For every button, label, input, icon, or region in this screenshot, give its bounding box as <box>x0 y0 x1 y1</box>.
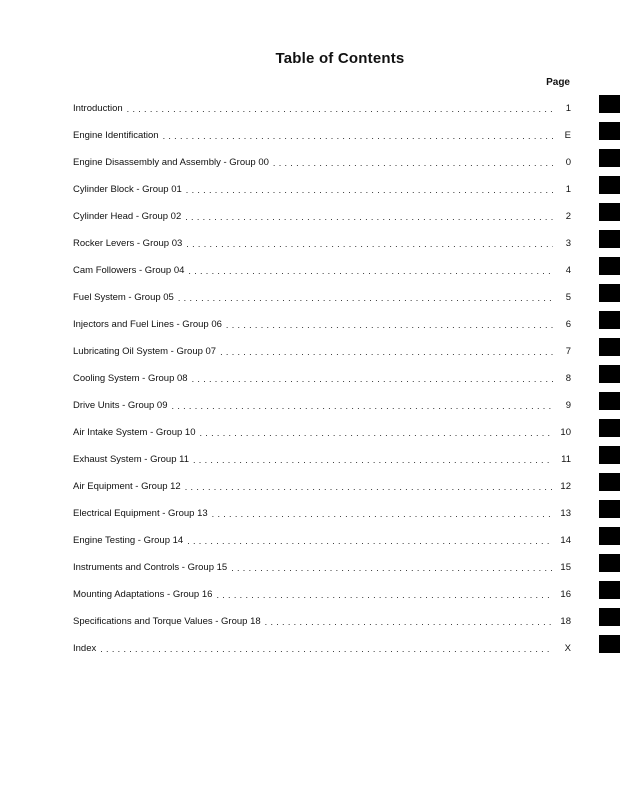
toc-entry-page: 1 <box>565 184 571 195</box>
toc-entry-page: 9 <box>565 400 571 411</box>
dot-leader <box>200 427 554 439</box>
section-thumb-tab <box>599 419 620 437</box>
toc-entry-label: Cylinder Block - Group 01 <box>73 184 182 195</box>
toc-entry[interactable] <box>73 230 571 257</box>
toc-entry-label: Drive Units - Group 09 <box>73 400 168 411</box>
toc-entry-page: E <box>564 130 571 141</box>
toc-entry-label: Engine Identification <box>73 130 159 141</box>
toc-entry-label: Fuel System - Group 05 <box>73 292 174 303</box>
section-thumb-tab <box>599 284 620 302</box>
dot-leader <box>187 535 553 547</box>
toc-entry[interactable] <box>73 203 571 230</box>
toc-entry[interactable] <box>73 122 571 149</box>
section-thumb-tab <box>599 203 620 221</box>
toc-entry-label: Specifications and Torque Values - Group 18 <box>73 616 261 627</box>
toc-entry-page: 18 <box>560 616 571 627</box>
toc-entry[interactable] <box>73 581 571 608</box>
toc-entry-label: Introduction <box>73 103 123 114</box>
toc-entry[interactable] <box>73 419 571 446</box>
toc-entry-label: Cylinder Head - Group 02 <box>73 211 182 222</box>
dot-leader <box>265 616 553 628</box>
toc-entry-label: Air Equipment - Group 12 <box>73 481 181 492</box>
toc-entry-label: Instruments and Controls - Group 15 <box>73 562 228 573</box>
section-thumb-tab <box>599 230 620 248</box>
dot-leader <box>186 238 553 250</box>
toc-entry[interactable] <box>73 149 571 176</box>
toc-entry-page: 3 <box>565 238 571 249</box>
toc-entry-label: Injectors and Fuel Lines - Group 06 <box>73 319 222 330</box>
toc-entry-label: Engine Disassembly and Assembly - Group 00 <box>73 157 269 168</box>
toc-entry[interactable] <box>73 284 571 311</box>
toc-entry[interactable] <box>73 392 571 419</box>
section-thumb-tab <box>599 608 620 626</box>
toc-entry[interactable] <box>73 176 571 203</box>
toc-entry-label: Electrical Equipment - Group 13 <box>73 508 208 519</box>
dot-leader <box>163 130 553 142</box>
toc-entry[interactable] <box>73 446 571 473</box>
section-thumb-tab <box>599 365 620 383</box>
section-thumb-tab <box>599 311 620 329</box>
toc-entry-page: 8 <box>565 373 571 384</box>
toc-entry-page: 6 <box>565 319 571 330</box>
toc-entry[interactable] <box>73 500 571 527</box>
toc-entry[interactable] <box>73 365 571 392</box>
toc-entry[interactable] <box>73 635 571 662</box>
toc-entry-page: 1 <box>565 103 571 114</box>
toc-entry-page: 14 <box>560 535 571 546</box>
toc-entry-page: 10 <box>560 427 571 438</box>
toc-entry-page: 4 <box>565 265 571 276</box>
dot-leader <box>273 157 553 169</box>
toc-entry-label: Mounting Adaptations - Group 16 <box>73 589 213 600</box>
dot-leader <box>188 265 553 277</box>
section-thumb-tab <box>599 176 620 194</box>
toc-entry[interactable] <box>73 527 571 554</box>
toc-entry-page: X <box>564 643 571 654</box>
toc-entry[interactable] <box>73 95 571 122</box>
toc-entry[interactable] <box>73 338 571 365</box>
dot-leader <box>127 103 553 115</box>
toc-entry[interactable] <box>73 473 571 500</box>
toc-entry-label: Index <box>73 643 97 654</box>
toc-entry-label: Engine Testing - Group 14 <box>73 535 184 546</box>
toc-entry-page: 11 <box>561 454 571 465</box>
section-thumb-tab <box>599 392 620 410</box>
dot-leader <box>192 373 553 385</box>
dot-leader <box>172 400 553 412</box>
dot-leader <box>178 292 553 304</box>
toc-entry-label: Rocker Levers - Group 03 <box>73 238 183 249</box>
section-thumb-tab <box>599 473 620 491</box>
toc-entry[interactable] <box>73 554 571 581</box>
dot-leader <box>220 346 553 358</box>
section-thumb-tab <box>599 338 620 356</box>
toc-entry[interactable] <box>73 608 571 635</box>
toc-entry-label: Lubricating Oil System - Group 07 <box>73 346 217 357</box>
toc-entry-label: Exhaust System - Group 11 <box>73 454 189 465</box>
section-thumb-tab <box>599 257 620 275</box>
section-thumb-tab <box>599 122 620 140</box>
section-thumb-tab <box>599 527 620 545</box>
dot-leader <box>212 508 553 520</box>
dot-leader <box>226 319 553 331</box>
toc-entry-page: 2 <box>565 211 571 222</box>
toc-entry-page: 12 <box>560 481 571 492</box>
toc-entry-page: 13 <box>560 508 571 519</box>
toc-entry-label: Cam Followers - Group 04 <box>73 265 185 276</box>
toc-entry[interactable] <box>73 311 571 338</box>
section-thumb-tab <box>599 95 620 113</box>
toc-entry-page: 0 <box>565 157 571 168</box>
dot-leader <box>193 454 553 466</box>
section-thumb-tab <box>599 635 620 653</box>
toc-entry-page: 7 <box>565 346 571 357</box>
section-thumb-tab <box>599 554 620 572</box>
dot-leader <box>185 481 553 493</box>
dot-leader <box>231 562 553 574</box>
toc-entry[interactable] <box>73 257 571 284</box>
page-title: Table of Contents <box>275 50 405 67</box>
page-column-header: Page <box>546 77 570 88</box>
section-thumb-tab <box>599 149 620 167</box>
dot-leader <box>216 589 553 601</box>
toc-entry-page: 15 <box>560 562 571 573</box>
table-of-contents <box>73 95 571 662</box>
dot-leader <box>186 184 553 196</box>
toc-entry-page: 5 <box>565 292 571 303</box>
dot-leader <box>185 211 553 223</box>
section-thumb-tab <box>599 500 620 518</box>
toc-entry-label: Cooling System - Group 08 <box>73 373 188 384</box>
toc-entry-label: Air Intake System - Group 10 <box>73 427 196 438</box>
toc-entry-page: 16 <box>560 589 571 600</box>
section-thumb-tab <box>599 446 620 464</box>
dot-leader <box>100 643 553 655</box>
section-thumb-tab <box>599 581 620 599</box>
